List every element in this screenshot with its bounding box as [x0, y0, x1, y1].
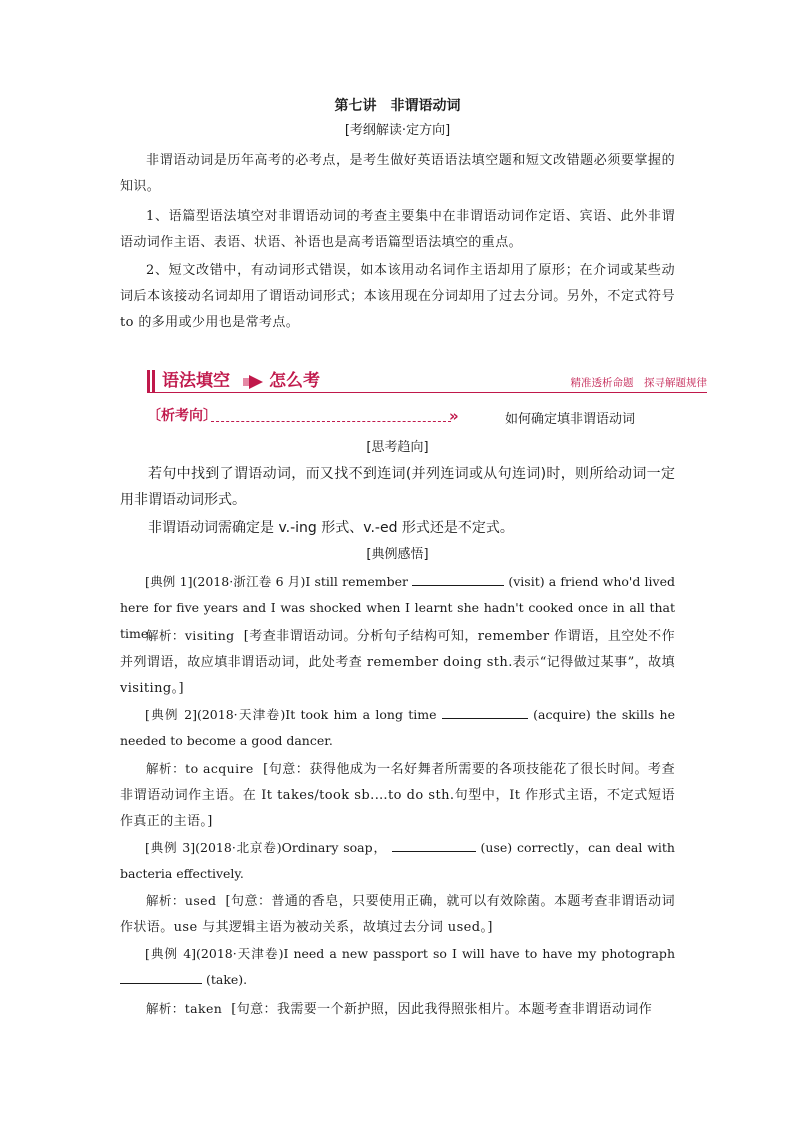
section-subheading: [考纲解读·定方向] — [344, 123, 451, 138]
think-paragraph-2: 非谓语动词需确定是 v.-ing 形式、v.-ed 形式还是不定式。 — [148, 520, 514, 536]
section-banner — [147, 368, 707, 394]
example-2-blank — [442, 704, 528, 719]
example-4-question — [120, 941, 675, 993]
dashed-divider — [211, 421, 451, 422]
analysis-label: 解析： — [146, 1001, 185, 1016]
example-4-blank — [120, 969, 202, 984]
banner-underline — [147, 392, 707, 393]
example-2-answer: to acquire — [185, 761, 254, 776]
example-2-tail: (acquire) the skills he needed to become a good dancer. — [120, 707, 675, 748]
think-heading: [思考趋向] — [366, 440, 429, 455]
example-1-analysis — [120, 623, 675, 702]
intro-paragraph-2: 1、语篇型语法填空对非谓语动词的考查主要集中在非谓语动词作定语、宾语、此外非谓语动词作主语、表语、状语、补语也是高考语篇型语法填空的重点。 — [120, 209, 675, 250]
banner-tagline: 精准透析命题 探寻解题规律 — [570, 377, 707, 389]
example-3-answer: used — [184, 893, 217, 908]
lecture-title: 第七讲 非谓语动词 — [334, 98, 461, 114]
analysis-label: 解析： — [146, 893, 185, 908]
example-4-tail: (take). — [205, 972, 248, 987]
example-2-lead: [典例 2](2018·天津卷)It took him a long time — [145, 707, 437, 722]
banner-title-how-tested: 怎么考 — [269, 371, 320, 391]
example-1-tail: (visit) a friend who'd lived here for five years and I was shocked when I learnt she hadn't cooked once in all that time. — [120, 574, 675, 641]
banner-title-grammar-fill: 语法填空 — [162, 371, 230, 391]
example-4-explanation: [句意：我需要一个新护照，因此我得照张相片。本题考查非谓语动词作 — [231, 1002, 653, 1017]
banner-bar-icon — [152, 370, 155, 392]
example-4-analysis — [120, 996, 675, 1022]
intro-paragraph-3: 2、短文改错中，有动词形式错误，如本该用动名词作主语却用了原形；在介词或某些动词后本该接动名词却用了谓语动词形式；本该用现在分词却用了过去分词。另外，不定式符号 to 的多用或少用也是常考点。 — [120, 263, 675, 330]
example-4-lead: [典例 4](2018·天津卷)I need a new passport so I will have to have my photograph — [145, 946, 675, 961]
example-4-answer: taken — [184, 1001, 223, 1016]
example-2-explanation: [句意：获得他成为一名好舞者所需要的各项技能花了很长时间。考查非谓语动词作主语。在 It takes/took sb.…to do sth.句型中，It 作形式主语，不定式短语作真正的主语。] — [120, 762, 675, 829]
example-1-explanation: [考查非谓语动词。分析句子结构可知，remember 作谓语，且空处不作并列谓语，故应填非谓语动词，此处考查 remember doing sth.表示“记得做过某事”，故填 visiting。] — [120, 629, 675, 696]
analysis-direction-label: 〔析考向〕 — [147, 408, 217, 424]
example-3-question — [120, 835, 675, 887]
analysis-direction-topic: 如何确定填非谓语动词 — [505, 412, 636, 427]
example-3-explanation: [句意：普通的香皂，只要使用正确，就可以有效除菌。本题考查非谓语动词作状语。use 与其逻辑主语为被动关系，故填过去分词 used。] — [120, 894, 675, 935]
intro-paragraph-1: 非谓语动词是历年高考的必考点，是考生做好英语语法填空题和短文改错题必须要掌握的知识。 — [120, 153, 675, 194]
example-2-analysis — [120, 756, 675, 835]
analysis-label: 解析： — [146, 628, 185, 643]
example-3-tail: (use) correctly，can deal with bacteria effectively. — [120, 840, 675, 881]
example-3-lead: [典例 3](2018·北京卷)Ordinary soap， — [145, 840, 387, 855]
double-chevron-icon: » — [449, 407, 459, 425]
example-3-analysis — [120, 888, 675, 941]
banner-bar-icon — [147, 370, 150, 392]
example-3-blank — [392, 837, 476, 852]
example-1-answer: visiting — [184, 628, 235, 643]
analysis-direction-header — [147, 405, 467, 429]
think-paragraph-1: 若句中找到了谓语动词，而又找不到连词(并列连词或从句连词)时，则所给动词一定用非谓语动词形式。 — [120, 466, 675, 508]
analysis-label: 解析： — [146, 761, 186, 776]
banner-arrow-icon — [249, 375, 263, 389]
example-1-lead: [典例 1](2018·浙江卷 6 月)I still remember — [145, 574, 408, 589]
example-1-blank — [412, 571, 504, 586]
examples-heading: [典例感悟] — [366, 547, 429, 562]
example-2-question — [120, 702, 675, 754]
